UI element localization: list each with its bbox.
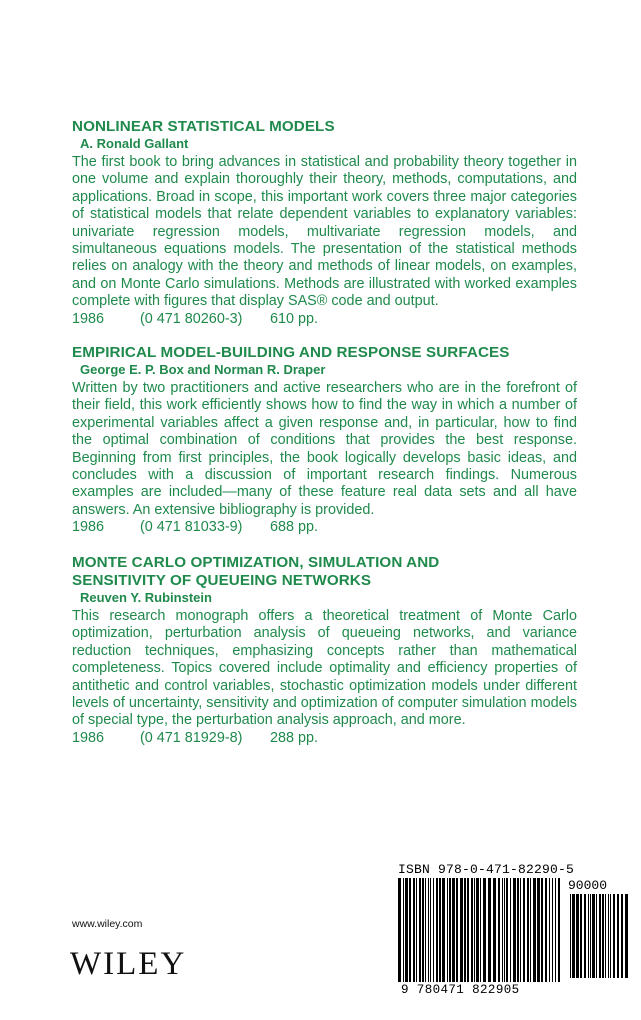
barcode-digits: 9 780471 822905 <box>401 983 520 997</box>
book-description: The first book to bring advances in statistical and probability theory together in one volume and explain thoroughly their theory, methods, computations, and applications. Broad in scope, this important work covers three major categories of statistical models that relate dependent variables to explanatory variables: univariate regression models, multivariate regression models, and simultaneous equations models. The presentation of the statistical methods relies on analogy with the theory and methods of linear models, on examples, and on Monte Carlo simulations. Methods are illustrated with worked examples complete with figures that display SAS® code and output. <box>72 154 577 310</box>
book-title: NONLINEAR STATISTICAL MODELS <box>72 118 335 135</box>
book-title: EMPIRICAL MODEL-BUILDING AND RESPONSE SURFACES <box>72 344 510 361</box>
book-author: A. Ronald Gallant <box>80 136 189 151</box>
book-isbn: (0 471 81929-8) <box>140 729 243 746</box>
book-isbn: (0 471 81033-9) <box>140 519 243 536</box>
book-year: 1986 <box>72 729 105 746</box>
isbn-barcode-icon <box>398 878 562 982</box>
book-description: Written by two practitioners and active researchers who are in the forefront of their field, this work efficiently shows how to find the way in which a number of experimental variables affect a given response and, in particular, how to find the optimal combination of conditions that provides the best response. Beginning from first principles, the book logically develops basic ideas, and concludes with a discussion of important research findings. Numerous examples are included—many of these feature real data sets and all have answers. An extensive bibliography is provided. <box>72 380 577 518</box>
book-author: George E. P. Box and Norman R. Draper <box>80 362 326 377</box>
book-meta <box>72 519 577 536</box>
book-meta <box>72 311 577 328</box>
book-pages: 610 pp. <box>270 310 319 327</box>
book-author: Reuven Y. Rubinstein <box>80 590 212 605</box>
book-title: MONTE CARLO OPTIMIZATION, SIMULATION AND SENSITIVITY OF QUEUEING NETWORKS <box>72 554 440 589</box>
book-year: 1986 <box>72 310 105 327</box>
book-pages: 688 pp. <box>270 519 319 536</box>
publisher-url: www.wiley.com <box>72 918 143 930</box>
book-year: 1986 <box>72 519 105 536</box>
book-entry-nonlinear-statistical-models <box>72 118 577 328</box>
barcode-isbn-label: ISBN 978-0-471-82290-5 <box>398 862 575 877</box>
book-pages: 288 pp. <box>270 729 319 746</box>
book-entry-monte-carlo-optimization <box>72 554 577 747</box>
book-isbn: (0 471 80260-3) <box>140 310 243 327</box>
publisher-logo: WILEY <box>70 946 187 982</box>
book-meta <box>72 730 577 747</box>
book-description: This research monograph offers a theoretical treatment of Monte Carlo optimization, perturbation analysis of queueing networks, and variance reduction techniques, emphasizing concepts rather than mathematical completeness. Topics covered include optimality and efficiency properties of antithetic and control variables, stochastic optimization models under different levels of uncertainty, sensitivity and optimization of computer simulation models of special type, the perturbation analysis approach, and more. <box>72 608 577 729</box>
barcode-price-code: 90000 <box>568 878 608 893</box>
price-barcode-icon <box>570 894 628 998</box>
book-entry-empirical-model-building <box>72 344 577 536</box>
